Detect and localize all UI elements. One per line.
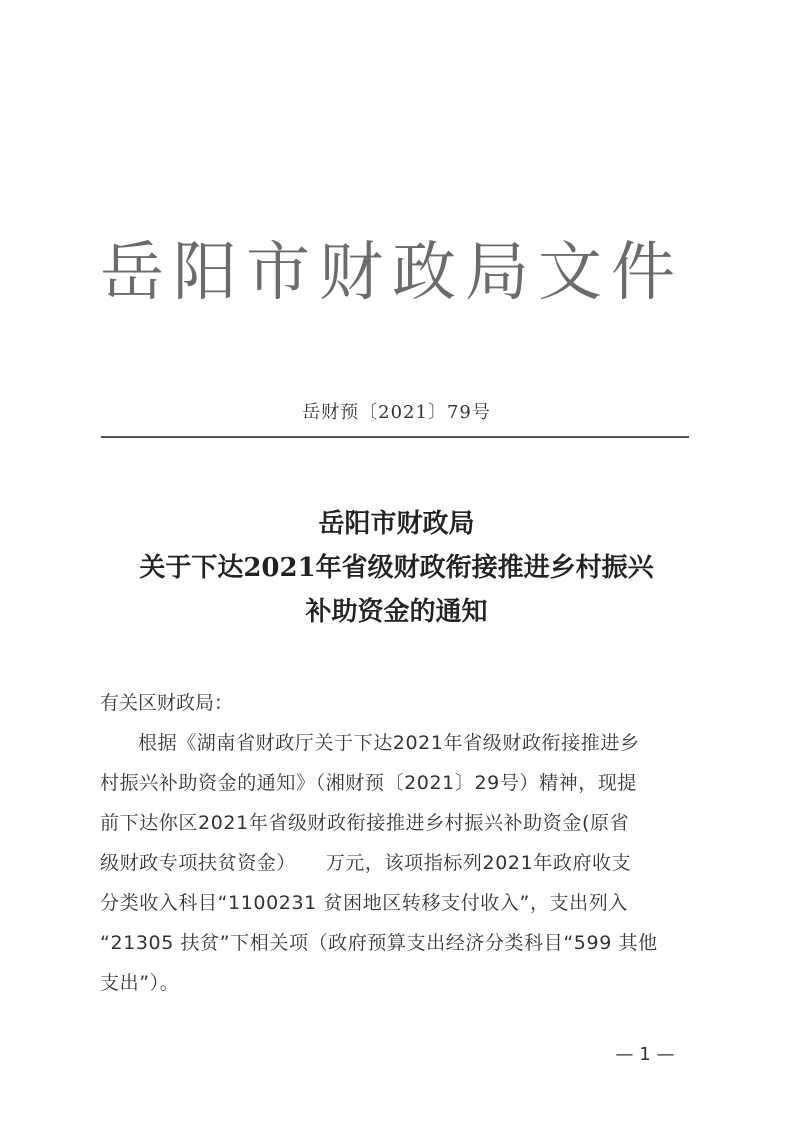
paragraph-line: 分类收入科目“1100231 贫困地区转移支付收入”，支出列入 bbox=[100, 892, 628, 914]
page-number: — 1 — bbox=[615, 1044, 675, 1065]
paragraph-line: 根据《湖南省财政厅关于下达2021年省级财政衔接推进乡 bbox=[138, 732, 640, 754]
notice-body bbox=[100, 683, 690, 1003]
paragraph-line: 村振兴补助资金的通知》（湘财预〔2021〕29号）精神，现提 bbox=[100, 772, 638, 794]
salutation: 有关区财政局： bbox=[100, 692, 234, 714]
masthead-title: 岳阳市财政局文件 bbox=[100, 236, 684, 310]
document-number: 岳财预〔2021〕79号 bbox=[302, 402, 491, 423]
paragraph-line: 前下达你区2021年省级财政衔接推进乡村振兴补助资金(原省 bbox=[100, 812, 630, 834]
title-line-3: 补助资金的通知 bbox=[305, 597, 488, 627]
title-line-1: 岳阳市财政局 bbox=[318, 509, 475, 539]
paragraph-line: 支出”）。 bbox=[100, 972, 180, 994]
notice-title bbox=[60, 502, 733, 634]
paragraph-line: 级财政专项扶贫资金） 万元，该项指标列2021年政府收支 bbox=[100, 852, 632, 874]
title-line-2: 关于下达2021年省级财政衔接推进乡村振兴 bbox=[139, 553, 654, 583]
paragraph-line: “21305 扶贫”下相关项（政府预算支出经济分类科目“599 其他 bbox=[100, 932, 658, 954]
header-divider bbox=[101, 436, 689, 438]
